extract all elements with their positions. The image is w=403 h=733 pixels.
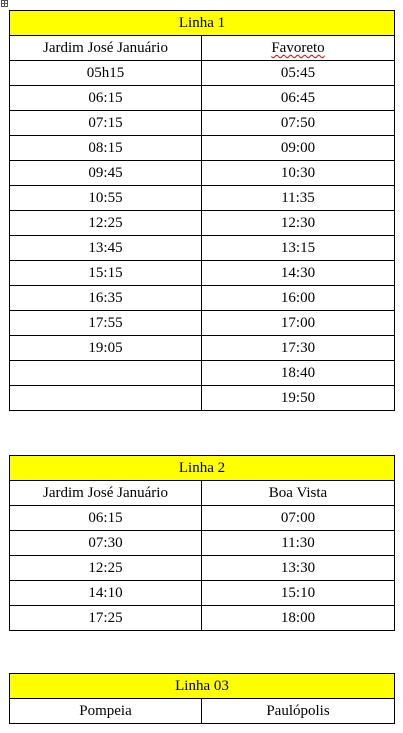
table-row — [10, 136, 395, 161]
departure-time-destination: 11:30 — [202, 531, 395, 556]
departure-time-destination: 09:00 — [202, 136, 395, 161]
departure-time-origin: 12:25 — [10, 211, 202, 236]
departure-time-origin: 15:15 — [10, 261, 202, 286]
table-header-row — [10, 36, 395, 61]
column-header-origin: Pompeia — [10, 699, 202, 724]
table-row — [10, 261, 395, 286]
table-row — [10, 211, 395, 236]
departure-time-origin: 13:45 — [10, 236, 202, 261]
departure-time-destination: 18:00 — [202, 606, 395, 631]
column-header-destination: Boa Vista — [202, 481, 395, 506]
departure-time-origin: 19:05 — [10, 336, 202, 361]
departure-time-destination: 06:45 — [202, 86, 395, 111]
table-row — [10, 556, 395, 581]
table-row — [10, 61, 395, 86]
column-header-destination: Paulópolis — [202, 699, 395, 724]
departure-time-origin: 08:15 — [10, 136, 202, 161]
departure-time-origin: 17:25 — [10, 606, 202, 631]
departure-time-destination: 12:30 — [202, 211, 395, 236]
departure-time-origin — [10, 386, 202, 411]
table-title-row — [10, 456, 395, 481]
column-header-destination — [202, 36, 395, 61]
schedule-table-linha-03 — [9, 673, 395, 724]
table-title-row — [10, 11, 395, 36]
departure-time-destination: 11:35 — [202, 186, 395, 211]
departure-time-destination: 15:10 — [202, 581, 395, 606]
table-title: Linha 03 — [10, 674, 395, 699]
spellcheck-flagged-word: Favoreto — [271, 40, 325, 56]
departure-time-origin: 05h15 — [10, 61, 202, 86]
departure-time-origin: 06:15 — [10, 86, 202, 111]
table-title: Linha 2 — [10, 456, 395, 481]
departure-time-origin: 09:45 — [10, 161, 202, 186]
table-move-handle-icon[interactable] — [1, 0, 8, 7]
table-row — [10, 386, 395, 411]
departure-time-destination: 18:40 — [202, 361, 395, 386]
table-row — [10, 236, 395, 261]
table-row — [10, 161, 395, 186]
departure-time-destination: 05:45 — [202, 61, 395, 86]
table-header-row — [10, 481, 395, 506]
table-title-row — [10, 674, 395, 699]
departure-time-origin: 07:30 — [10, 531, 202, 556]
departure-time-destination: 17:00 — [202, 311, 395, 336]
table-header-row — [10, 699, 395, 724]
departure-time-origin: 06:15 — [10, 506, 202, 531]
table-row — [10, 186, 395, 211]
table-row — [10, 581, 395, 606]
table-row — [10, 311, 395, 336]
departure-time-destination: 10:30 — [202, 161, 395, 186]
table-row — [10, 606, 395, 631]
departure-time-origin: 07:15 — [10, 111, 202, 136]
departure-time-origin: 17:55 — [10, 311, 202, 336]
departure-time-destination: 19:50 — [202, 386, 395, 411]
table-row — [10, 111, 395, 136]
departure-time-origin: 14:10 — [10, 581, 202, 606]
departure-time-origin — [10, 361, 202, 386]
schedule-table-linha-1 — [9, 10, 395, 411]
table-row — [10, 506, 395, 531]
table-title: Linha 1 — [10, 11, 395, 36]
table-row — [10, 286, 395, 311]
departure-time-origin: 12:25 — [10, 556, 202, 581]
departure-time-destination: 14:30 — [202, 261, 395, 286]
departure-time-destination: 13:15 — [202, 236, 395, 261]
column-header-origin: Jardim José Januário — [10, 36, 202, 61]
table-row — [10, 361, 395, 386]
departure-time-origin: 10:55 — [10, 186, 202, 211]
departure-time-destination: 17:30 — [202, 336, 395, 361]
departure-time-destination: 16:00 — [202, 286, 395, 311]
schedule-table-linha-2 — [9, 455, 395, 631]
departure-time-destination: 07:00 — [202, 506, 395, 531]
table-row — [10, 336, 395, 361]
column-header-origin: Jardim José Januário — [10, 481, 202, 506]
table-row — [10, 531, 395, 556]
departure-time-destination: 07:50 — [202, 111, 395, 136]
table-row — [10, 86, 395, 111]
departure-time-destination: 13:30 — [202, 556, 395, 581]
departure-time-origin: 16:35 — [10, 286, 202, 311]
